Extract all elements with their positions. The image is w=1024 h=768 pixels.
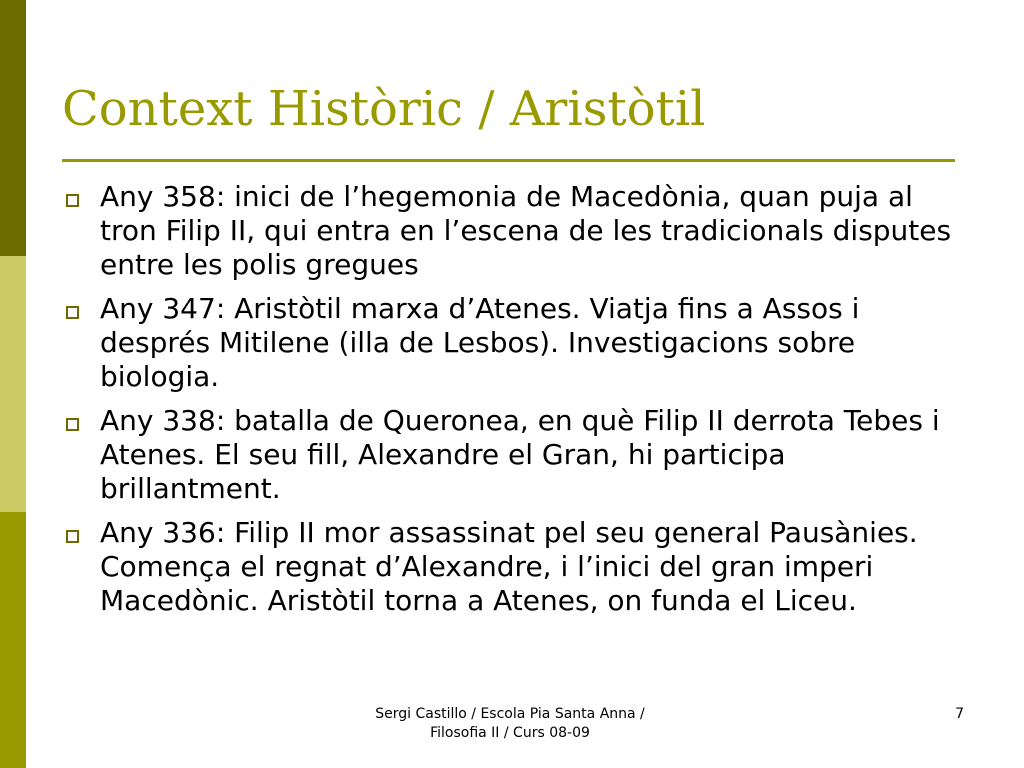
side-bar-middle — [0, 256, 26, 512]
side-bar-bottom — [0, 512, 26, 768]
hollow-square-bullet-icon — [66, 194, 79, 207]
bullet-text: Any 347: Aristòtil marxa d’Atenes. Viatja fins a Assos i després Mitilene (illa de Lesbos). Investigacions sobre biologia. — [100, 292, 860, 393]
title-underline — [62, 159, 955, 162]
footer-line: Sergi Castillo / Escola Pia Santa Anna / — [375, 706, 645, 722]
hollow-square-bullet-icon — [66, 418, 79, 431]
hollow-square-bullet-icon — [66, 306, 79, 319]
hollow-square-bullet-icon — [66, 530, 79, 543]
bullet-text: Any 358: inici de l’hegemonia de Macedònia, quan puja al tron Filip II, qui entra en l’escena de les tradicionals disputes entre les polis gregues — [100, 180, 952, 281]
slide-title: Context Històric / Aristòtil — [62, 81, 706, 137]
bullet-item-2 — [62, 292, 962, 394]
page-number: 7 — [955, 706, 964, 722]
bullet-item-4 — [62, 516, 962, 618]
bullet-text: Any 336: Filip II mor assassinat pel seu general Pausànies. Comença el regnat d’Alexandre, i l’inici del gran imperi Macedònic. Aristòtil torna a Atenes, on funda el Liceu. — [100, 516, 918, 617]
bullet-text: Any 338: batalla de Queronea, en què Filip II derrota Tebes i Atenes. El seu fill, Alexandre el Gran, hi participa brillantment. — [100, 404, 940, 505]
side-bar-top — [0, 0, 26, 256]
bullet-item-3 — [62, 404, 962, 506]
bullet-item-1 — [62, 180, 962, 282]
footer-text — [340, 705, 680, 743]
bullet-list — [62, 180, 962, 628]
footer-line: Filosofia II / Curs 08-09 — [430, 725, 590, 741]
